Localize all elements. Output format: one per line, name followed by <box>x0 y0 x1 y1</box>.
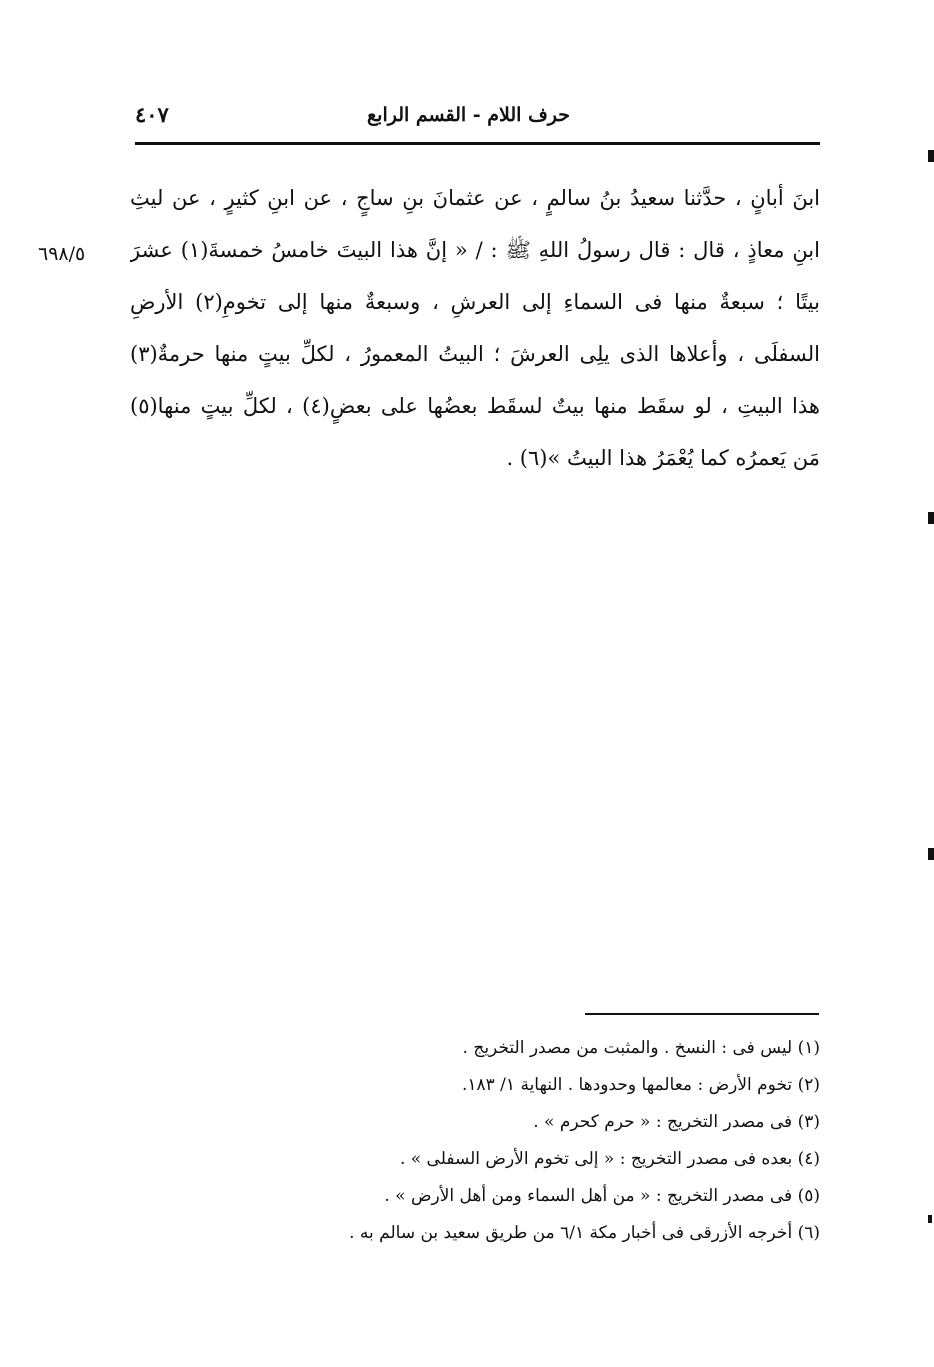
footnote: (١) ليس فى : النسخ . والمثبت من مصدر التخريج . <box>462 1038 820 1058</box>
footnote-rule <box>585 1013 819 1015</box>
header-rule <box>135 142 820 145</box>
page-number: ٤٠٧ <box>135 102 169 127</box>
margin-reference: ٦٩٨/٥ <box>38 243 86 265</box>
text-line: ابنَ أبانٍ ، حدَّثنا سعيدُ بنُ سالمٍ ، عن عثمانَ بنِ ساجٍ ، عن ابنِ كثيرٍ ، عن ليثِ <box>130 186 820 210</box>
footnote: (٢) تخوم الأرض : معالمها وحدودها . النهاية ١/ ١٨٣. <box>461 1075 820 1095</box>
text-line: السفلَى ، وأعلاها الذى يلِى العرشَ ؛ البيتُ المعمورُ ، لكلِّ بيتٍ منها حرمةٌ(٣) <box>130 342 820 366</box>
text-line: مَن يَعمرُه كما يُعْمَرُ هذا البيتُ »(٦) . <box>506 446 820 470</box>
scan-edge-mark <box>928 512 934 524</box>
scan-edge-mark <box>928 1215 932 1223</box>
footnote: (٦) أخرجه الأزرقى فى أخبار مكة ٦/١ من طريق سعيد بن سالم به . <box>349 1223 820 1243</box>
main-text-block <box>130 172 820 484</box>
text-line: هذا البيتِ ، لو سقَط منها بيتٌ لسقَط بعضُها على بعضٍ(٤) ، لكلِّ بيتٍ منها(٥) <box>130 394 820 418</box>
footnote: (٣) فى مصدر التخريج : « حرم كحرم » . <box>533 1112 820 1132</box>
footnotes-block <box>250 1030 820 1252</box>
scan-edge-mark <box>928 150 934 162</box>
page-header <box>135 98 820 138</box>
running-title: حرف اللام - القسم الرابع <box>367 104 570 126</box>
footnote: (٥) فى مصدر التخريج : « من أهل السماء ومن أهل الأرض » . <box>384 1186 820 1206</box>
footnote: (٤) بعده فى مصدر التخريج : « إلى تخوم الأرض السفلى » . <box>399 1149 820 1169</box>
text-line: ابنِ معاذٍ ، قال : قال رسولُ اللهِ ﷺ : / « إنَّ هذا البيتَ خامسُ خمسةَ(١) عشرَ <box>130 238 820 262</box>
scan-edge-mark <box>928 848 934 860</box>
text-line: بيتًا ؛ سبعةٌ منها فى السماءِ إلى العرشِ ، وسبعةٌ منها إلى تخومِ(٢) الأرضِ <box>130 290 820 314</box>
